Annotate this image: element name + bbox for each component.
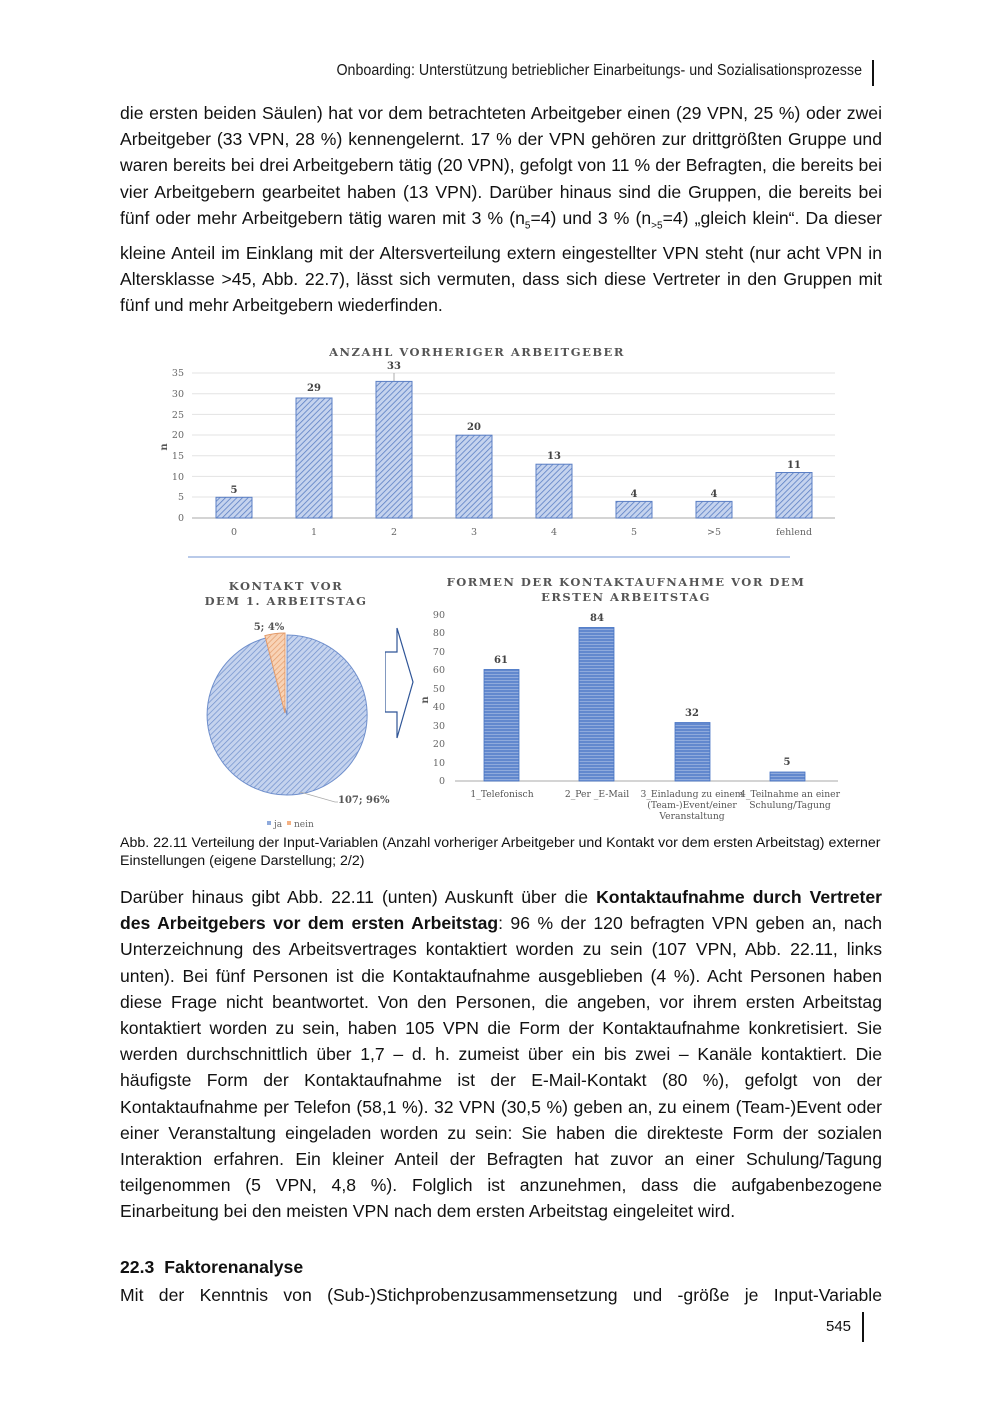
section-title: Faktorenanalyse	[164, 1257, 304, 1277]
paragraph-2	[120, 884, 882, 1225]
bar-telefonisch	[484, 670, 519, 782]
x-tick: Schulung/Tagung	[749, 800, 831, 811]
y-tick: 0	[438, 776, 445, 787]
footer-rule	[862, 1312, 864, 1342]
x-tick: 3	[470, 527, 478, 538]
y-tick: 90	[432, 610, 445, 621]
y-tick: 10	[432, 758, 445, 769]
data-label: 61	[494, 655, 508, 666]
x-tick: 2	[390, 527, 398, 538]
bar-einladung	[675, 723, 710, 782]
pie-label-nein: 5; 4%	[253, 622, 285, 633]
x-tick: 1	[310, 527, 318, 538]
bar-0	[216, 497, 252, 518]
y-tick: 10	[171, 472, 184, 483]
chart-title-line2: DEM 1. ARBEITSTAG	[204, 594, 368, 608]
y-axis-label: n	[159, 443, 170, 451]
x-tick: 0	[230, 527, 238, 538]
y-tick: 15	[171, 451, 184, 462]
x-tick: 2_Per _E-Mail	[564, 789, 630, 800]
data-label: 5	[783, 757, 791, 768]
x-tick: (Team-)Event/einer	[647, 800, 737, 811]
text-run: Mit der Kenntnis von (Sub-)Stichprobenzusammensetzung und -größe je Input-Variable	[120, 1285, 882, 1305]
text-run: die ersten beiden Säulen) hat vor dem betrachteten Arbeitgeber einen (29 VPN, 25 %) oder zwei Arbeitgeber (33 VPN, 28 %) kennengelernt. 17 % der VPN gehören zur drittgrößten Gruppe und waren bereits bei drei Arbeitgebern tätig (20 VPN), gefolgt von 11 % der Befragten, die bereits bei vier Arbeitgebern gearbeitet haben (13 VPN). Darüber hinaus sind die Gruppen, die bereits bei fünf oder mehr Arbeitgebern tätig waren mit 3 % (n	[120, 103, 882, 228]
bar-1	[296, 398, 332, 518]
y-tick: 30	[432, 721, 445, 732]
y-tick: 35	[171, 368, 184, 379]
paragraph-1	[120, 100, 882, 318]
chart-anzahl-vorheriger-arbeitgeber	[150, 335, 850, 565]
data-label: 32	[685, 708, 699, 719]
data-label: 11	[787, 460, 801, 471]
x-tick: >5	[706, 527, 722, 538]
x-tick: 4_Teilnahme an einer	[740, 789, 840, 800]
running-header: Onboarding: Unterstützung betrieblicher Einarbeitungs- und Sozialisationsprozesse	[336, 62, 862, 79]
data-label: 84	[590, 613, 604, 624]
paragraph-3	[120, 1282, 882, 1308]
legend-ja: ja	[274, 820, 283, 830]
data-label: 4	[630, 489, 638, 500]
header-rule	[872, 60, 874, 86]
data-label: 4	[710, 489, 718, 500]
arrow-right-icon	[385, 620, 425, 770]
bar-email	[579, 628, 614, 782]
y-tick: 5	[177, 492, 184, 503]
y-tick: 50	[432, 684, 445, 695]
y-tick: 20	[432, 739, 445, 750]
subscript: 5	[524, 220, 531, 232]
y-tick: 60	[432, 665, 445, 676]
data-label: 5	[230, 485, 238, 496]
x-tick: 5	[630, 527, 638, 538]
bar-teilnahme	[770, 772, 805, 781]
y-tick: 20	[171, 430, 184, 441]
pie-label-ja: 107; 96%	[338, 795, 390, 806]
x-tick: fehlend	[775, 527, 813, 538]
y-axis-label: n	[420, 696, 431, 704]
legend-swatch-ja	[267, 821, 271, 825]
x-tick: Veranstaltung	[659, 811, 725, 822]
y-tick: 70	[432, 647, 445, 658]
y-tick: 80	[432, 628, 445, 639]
text-run: =4) „gleich klein“. Da dieser kleine Anteil im Einklang mit der Altersverteilung extern eingestellter VPN steht (nur acht VPN in Altersklasse >45, Abb. 22.7), lässt sich vermuten, dass sich diese Vertreter in den Gruppen mit fünf und mehr Arbeitgebern wiederfinden.	[120, 207, 883, 315]
text-run: : 96 % der 120 befragten VPN geben an, nach Unterzeichnung des Arbeitsvertrages kontaktiert worden zu sein (107 VPN, Abb. 22.11, links unten). Bei fünf Personen ist die Kontaktaufnahme ausgeblieben (4 %). Acht Personen haben diese Frage nicht beantwortet. Von den Personen, die angeben, vor ihrem ersten Arbeitstag kontaktiert worden zu sein, haben 105 VPN die Form der Kontaktaufnahme konkretisiert. Sie werden durchschnittlich über 1,7 – d. h. zumeist über ein bis zwei – Kanäle kontaktiert. Die häufigste Form der Kontaktaufnahme ist der E-Mail-Kontakt (80 %), gefolgt von der Kontaktaufnahme per Telefon (58,1 %). 32 VPN (30,5 %) geben an, zu einem (Team-)Event oder einer Veranstaltung eingeladen worden zu sein: Sie haben die direkteste Form der sozialen Interaktion erfahren. Ein kleiner Anteil der Befragten hat zuvor an einer Schulung/Tagung teilgenommen (5 VPN, 4,8 %). Folglich ist anzunehmen, dass die aufgabenbezogene Einarbeitung bei den meisten VPN nach dem ersten Arbeitstag eingeleitet wird.	[120, 913, 882, 1222]
subscript: >5	[651, 220, 663, 232]
x-tick: 1_Telefonisch	[470, 789, 534, 800]
bar-gt5	[696, 501, 732, 518]
section-number: 22.3	[120, 1257, 155, 1277]
bar-4	[536, 464, 572, 518]
y-tick: 0	[177, 513, 184, 524]
bold-text-run: Kontaktaufnahme durch Vertreter des Arbeitgebers vor dem ersten Arbeitstag	[120, 887, 882, 934]
bar-3	[456, 435, 492, 518]
bar-2	[376, 381, 412, 518]
section-heading	[120, 1257, 303, 1278]
data-label: 13	[547, 451, 561, 462]
data-label: 29	[307, 383, 321, 394]
x-tick: 4	[550, 527, 558, 538]
chart-title-line2: ERSTEN ARBEITSTAG	[541, 590, 711, 604]
y-tick: 40	[432, 702, 445, 713]
page-number: 545	[826, 1318, 852, 1335]
chart-title: ANZAHL VORHERIGER ARBEITGEBER	[329, 345, 625, 359]
bar-fehlend	[776, 473, 812, 519]
y-tick: 25	[171, 410, 184, 421]
chart-formen-der-kontaktaufnahme	[420, 570, 850, 830]
text-run: Darüber hinaus gibt Abb. 22.11 (unten) Auskunft über die	[120, 887, 597, 907]
data-label: 33	[387, 361, 401, 372]
y-tick: 30	[171, 389, 184, 400]
legend-swatch-nein	[287, 821, 291, 825]
figure-caption: Abb. 22.11 Verteilung der Input-Variablen (Anzahl vorheriger Arbeitgeber und Kontakt vor dem ersten Arbeitstag) externer Einstellungen (eigene Darstellung; 2/2)	[120, 835, 881, 869]
data-label: 20	[467, 422, 481, 433]
chart-title-line1: FORMEN DER KONTAKTAUFNAHME VOR DEM	[446, 575, 806, 589]
x-tick: 3_Einladung zu einem	[640, 789, 744, 800]
pie-slice-ja	[207, 635, 367, 795]
chart-title-line1: KONTAKT VOR	[228, 579, 344, 593]
text-run: =4) und 3 % (n	[530, 207, 652, 228]
bar-5	[616, 501, 652, 518]
legend-nein: nein	[294, 820, 314, 830]
